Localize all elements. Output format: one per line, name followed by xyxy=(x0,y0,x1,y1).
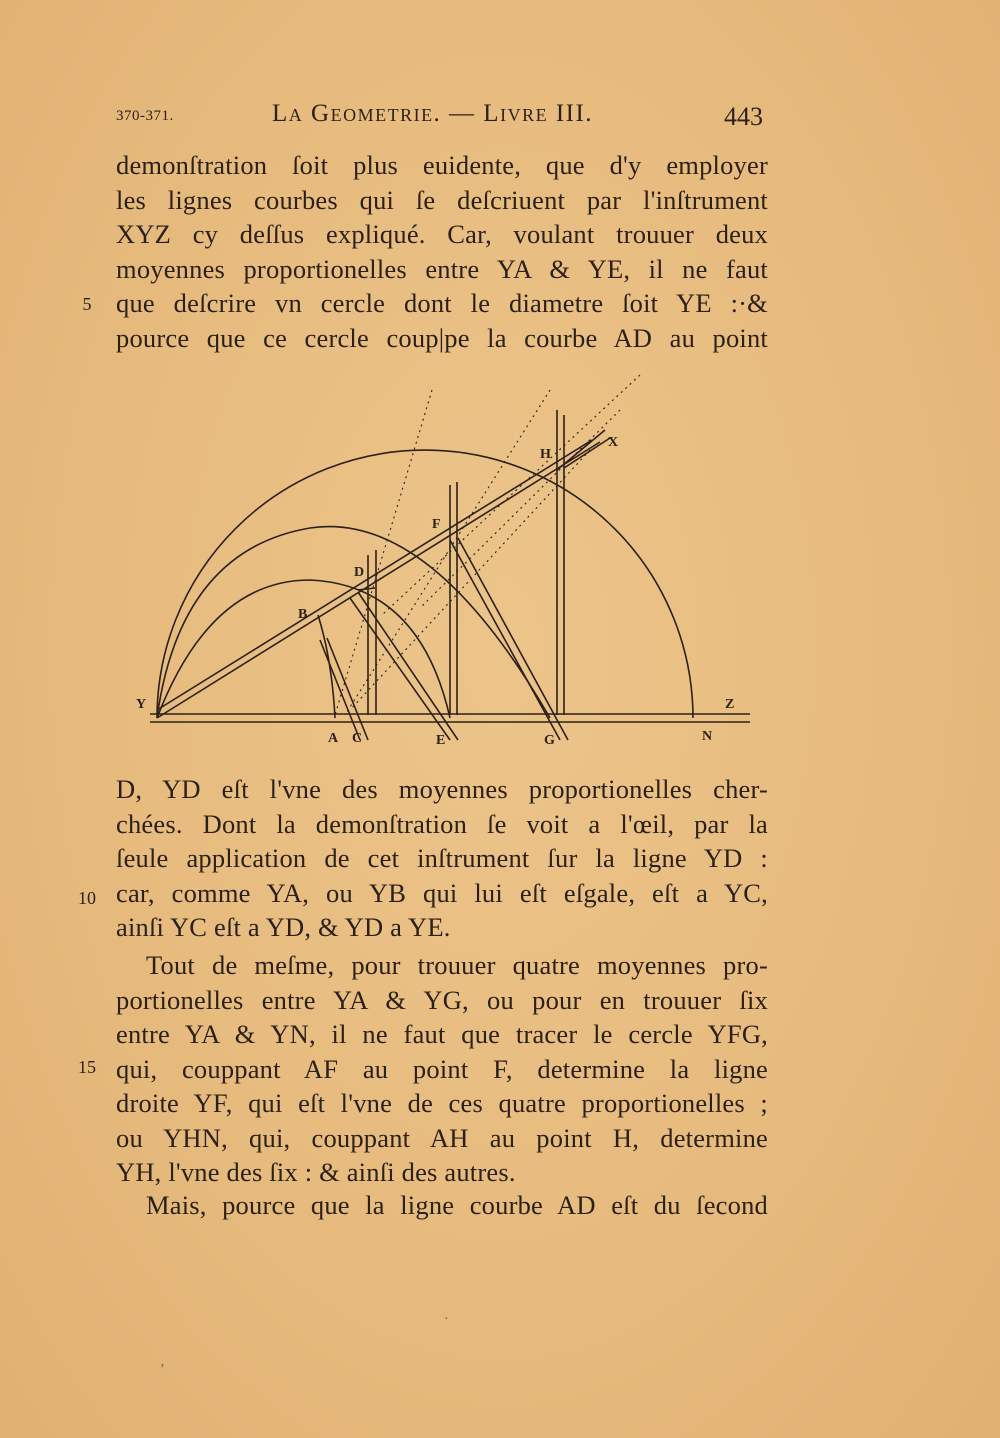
text-line: que deſcrire vn cercle dont le diametre ſoit YE :·& xyxy=(116,288,768,318)
line-number-15: 15 xyxy=(78,1057,96,1077)
text-line: les lignes courbes qui ſe deſcriuent par l'inſtrument xyxy=(116,184,768,215)
text-line: demonſtration ſoit plus euidente, que d'y employer xyxy=(116,150,768,180)
geometric-figure xyxy=(120,370,770,760)
label-e: E xyxy=(436,733,446,748)
text-line: qui, couppant AF au point F, determine la ligne xyxy=(116,1053,768,1084)
label-z: Z xyxy=(725,697,735,712)
label-c: C xyxy=(352,731,363,746)
text-line: entre YA & YN, il ne faut que tracer le cercle YFG, xyxy=(116,1019,768,1049)
text-line: chées. Dont la demonſtration ſe voit a l'œil, par la xyxy=(116,808,768,839)
text-line: droite YF, qui eſt l'vne de ces quatre proportionelles ; xyxy=(116,1088,768,1118)
paper-speck: ʼ xyxy=(160,1362,165,1377)
text-line: ainſi YC eſt a YD, & YD a YE. xyxy=(116,912,451,942)
line-number-10: 10 xyxy=(78,888,96,908)
text-line: car, comme YA, ou YB qui lui eſt eſgale, eſt a YC, xyxy=(116,877,768,908)
text-line: pource que ce cercle coup|pe la courbe AD au point xyxy=(116,322,768,353)
text-line: YH, l'vne des ſix : & ainſi des autres. xyxy=(116,1157,516,1187)
paragraph-4 xyxy=(116,1188,768,1223)
label-f: F xyxy=(432,517,441,532)
paragraph-1 xyxy=(116,148,768,355)
arc-yfg xyxy=(157,527,550,718)
running-title: La Geometrie. — Livre III. xyxy=(272,100,594,127)
text-line: XYZ cy deſſus expliqué. Car, voulant trouuer deux xyxy=(116,219,768,249)
label-n: N xyxy=(702,729,713,744)
text-line: ſeule application de cet inſtrument ſur la ligne YD : xyxy=(116,843,768,873)
label-g: G xyxy=(544,733,555,748)
paragraph-3 xyxy=(116,948,768,1190)
text-line: portionelles entre YA & YG, ou pour en trouuer ſix xyxy=(116,984,768,1015)
text-line: Tout de meſme, pour trouuer quatre moyennes pro- xyxy=(146,950,768,980)
diagonal-ba xyxy=(320,640,360,740)
running-header xyxy=(0,100,1000,134)
label-y: Y xyxy=(136,697,147,712)
label-d: D xyxy=(354,565,365,580)
label-h: H xyxy=(540,447,551,462)
diagonal-fe xyxy=(450,540,560,740)
instrument-diagram xyxy=(120,370,770,760)
paper-speck: · xyxy=(444,1312,449,1327)
label-x: X xyxy=(608,435,619,450)
paragraph-2 xyxy=(116,772,768,945)
label-b: B xyxy=(298,607,308,622)
page-number: 443 xyxy=(724,102,763,131)
text-line: Mais, pource que la ligne courbe AD eſt du ſecond xyxy=(146,1190,768,1220)
text-line: D, YD eſt l'vne des moyennes proportionelles cher- xyxy=(116,774,768,804)
curve-ad xyxy=(318,615,335,718)
line-number-5: 5 xyxy=(82,294,92,314)
page-range: 370-371. xyxy=(116,108,174,124)
text-line: moyennes proportionelles entre YA & YE, il ne faut xyxy=(116,253,768,284)
text-line: ou YHN, qui, couppant AH au point H, determine xyxy=(116,1122,768,1153)
label-a: A xyxy=(328,731,339,746)
rule-yx-inner xyxy=(157,440,592,710)
semicircle-yhn xyxy=(157,450,693,718)
